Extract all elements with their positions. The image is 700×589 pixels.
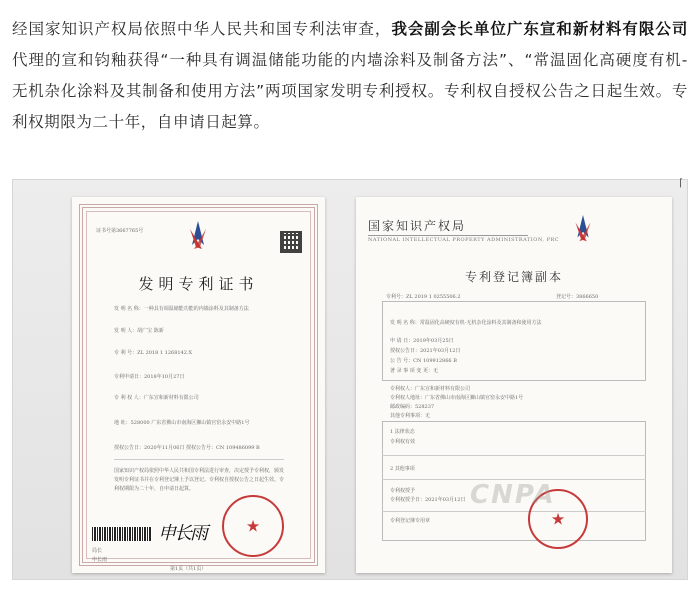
director-name: 申长雨 [92, 557, 108, 563]
register-holder: 邮政编码：528237 [390, 404, 435, 410]
certificate-field: 授权公告日：2020年11月06日 授权公告号：CN 109486099 B [114, 445, 260, 451]
cnipa-logo-icon [568, 213, 598, 245]
register-divider [382, 455, 646, 456]
seal-star-icon: ★ [550, 509, 566, 529]
register-holder: 专利权人：广东宣和新材料有限公司 [390, 386, 471, 392]
certificate-field: 专利申请日：2018年10月27日 [114, 374, 185, 380]
intro-text-part2: 代理的宣和钧釉获得“一种具有调温储能功能的内墙涂料及制备方法”、“常温固化高硬度有机-无机杂化涂料及其制备和使用方法”两项国家发明专利授权。专利权自授权公告之日起生效。专利权期限为二十年，自申请日起算。 [12, 51, 688, 131]
frame-corner-mark: ⌈ [679, 178, 683, 189]
register-field: 著 录 事 项 变 更：无 [390, 368, 438, 374]
register-field: 授权公告日：2021年03月12日 [390, 348, 461, 354]
certificate-footer: 第1页（共1页） [170, 566, 207, 572]
seal-star-icon: ★ [245, 516, 261, 536]
watermark: CNPA [470, 480, 556, 510]
barcode [92, 527, 152, 541]
cnipa-logo-icon [182, 219, 214, 253]
register-stamp-label: 专利登记簿专用章 [390, 518, 431, 524]
register-holder: 其他专利事项：无 [390, 413, 431, 419]
register-header: 国家知识产权局 [368, 219, 467, 233]
intro-text-part1: 经国家知识产权局依照中华人民共和国专利法审查， [12, 20, 392, 38]
certificate-field: 发 明 人：胡广宝 陈新 [114, 328, 164, 334]
register-header-en: NATIONAL INTELLECTUAL PROPERTY ADMINISTRATION, PRC [368, 237, 560, 243]
director-label: 局长 [92, 548, 103, 554]
register-field: 公 告 号：CN 109912866 B [390, 358, 457, 364]
certificate-number: 证书号第3667765号 [96, 228, 144, 234]
register-holder: 专利权人地址：广东省佛山市南海区狮山镇官窑永安中路1号 [390, 395, 524, 401]
register-title: 专利登记簿副本 [464, 270, 563, 284]
certificate-field: 发 明 名 称：一种具有调温储能功能的内墙涂料及其制备方法 [114, 306, 249, 312]
register-header-rule [368, 235, 528, 236]
certificate-field: 专 利 权 人：广东宣和新材料有限公司 [114, 395, 199, 401]
intro-company-name: 我会副会长单位广东宣和新材料有限公司 [391, 20, 688, 38]
register-field: 申 请 日：2019年03月25日 [390, 338, 454, 344]
register-section-title: 专利权授予 [390, 488, 416, 494]
patent-certificate [72, 197, 325, 573]
certificate-field: 专 利 号：ZL 2018 1 1268142.X [114, 350, 193, 356]
certificate-notice: 国家知识产权局依照中华人民共和国专利法进行审查，决定授予专利权，颁发发明专利证书并在专利登记簿上予以登记。专利权自授权公告之日起生效。专利权期限为二十年，自申请日起算。 [114, 468, 285, 492]
certificate-divider [114, 459, 284, 460]
director-signature: 申长雨 [158, 523, 206, 544]
register-section-value: 专利权授予日：2021年03月12日 [390, 497, 466, 503]
register-section-value: 专利权有效 [390, 439, 416, 445]
certificate-field: 地 址：528000 广东省佛山市南海区狮山镇官窑永安中路1号 [114, 420, 250, 426]
patent-register-copy [356, 197, 672, 573]
register-patent-number: 专利号：ZL 2019 1 0255506.2 [386, 294, 461, 300]
intro-paragraph [12, 14, 688, 138]
certificate-title: 发明专利证书 [138, 275, 259, 293]
red-seal [222, 495, 284, 557]
register-field: 发 明 名 称：常温固化高硬度有机-无机杂化涂料及其制备和使用方法 [390, 320, 542, 326]
register-section-title: 1 法律状态 [390, 429, 415, 435]
register-divider [382, 511, 646, 512]
register-issue-number: 登记号：3866650 [556, 294, 599, 300]
register-section-title: 2 其他事项 [390, 466, 415, 472]
qr-code [280, 231, 302, 253]
